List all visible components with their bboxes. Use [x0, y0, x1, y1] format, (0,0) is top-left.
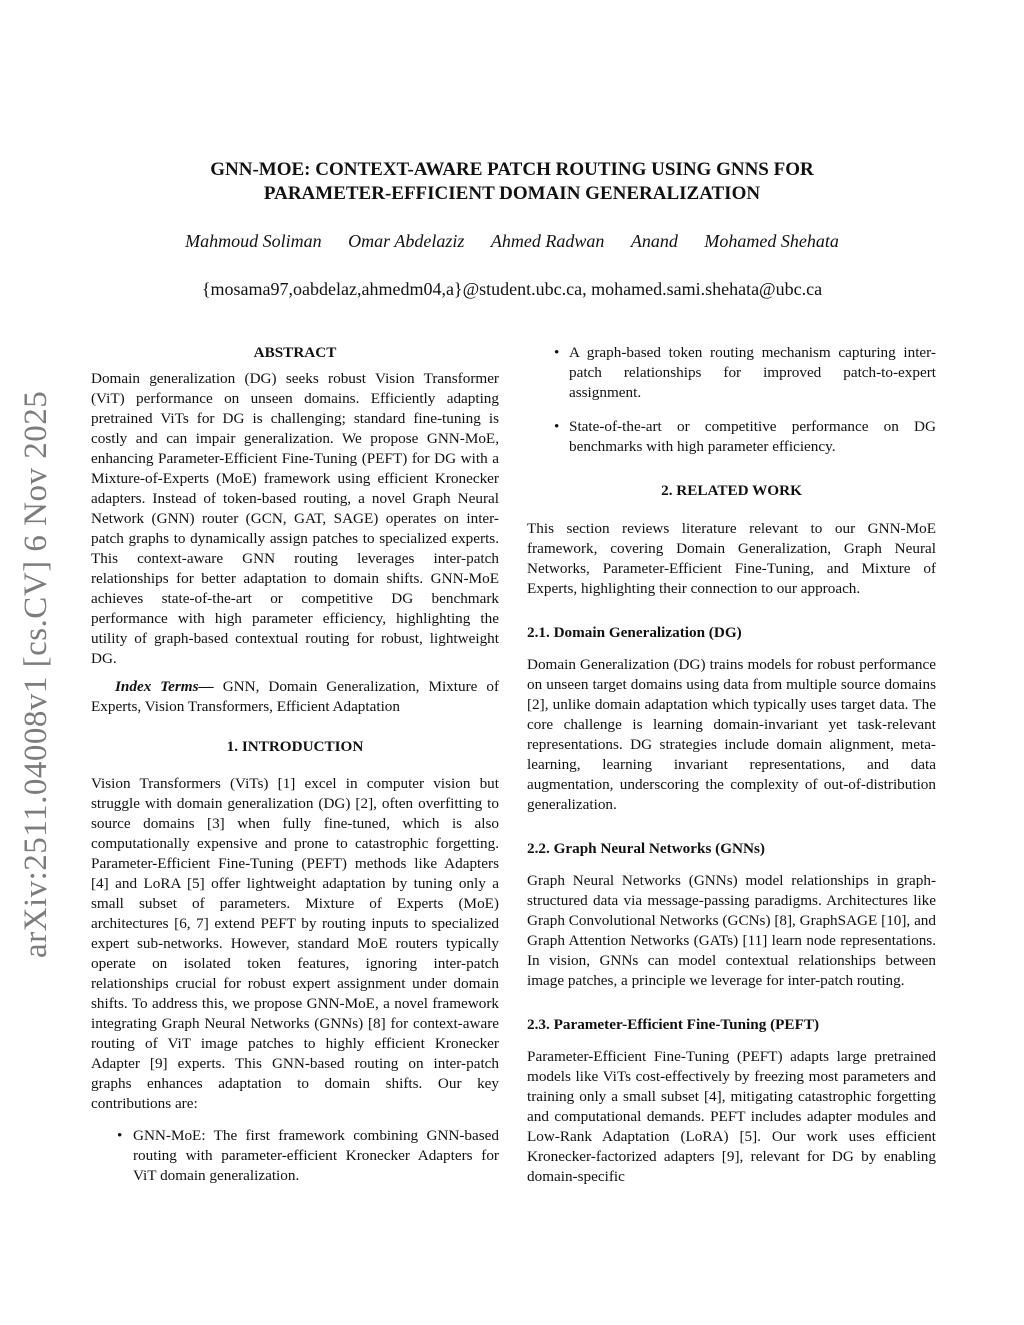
author-name: Omar Abdelaziz — [348, 231, 465, 251]
abstract-heading: ABSTRACT — [253, 344, 337, 361]
list-item — [91, 1126, 499, 1186]
list-item — [527, 417, 936, 457]
right-column — [527, 343, 936, 1187]
dg-heading: 2.1. Domain Generalization (DG) — [527, 624, 742, 641]
author-emails[interactable]: {mosama97,oabdelaz,ahmedm04,a}@student.ubc.ca, mohamed.sami.shehata@ubc.ca — [201, 279, 823, 299]
index-terms-text: GNN, Domain Generalization, Mixture of Experts, Vision Transformers, Efficient Adaptation — [91, 678, 499, 715]
list-item — [527, 343, 936, 403]
related-heading: 2. RELATED WORK — [661, 482, 802, 499]
author-name: Mahmoud Soliman — [185, 231, 322, 251]
contribution-text: GNN-MoE: The first framework combining GNN-based routing with parameter-efficient Kronecker Adapters for ViT domain generalization. — [133, 1127, 499, 1184]
intro-heading: 1. INTRODUCTION — [226, 738, 364, 755]
contribution-text: State-of-the-art or competitive performance on DG benchmarks with high parameter efficiency. — [569, 418, 936, 455]
index-terms — [91, 677, 499, 717]
bullet-icon: • — [554, 418, 560, 435]
peft-heading: 2.3. Parameter-Efficient Fine-Tuning (PEFT) — [527, 1016, 820, 1033]
gnn-text: Graph Neural Networks (GNNs) model relationships in graph-structured data via message-passing paradigms. Architectures like Graph Convolutional Networks (GCNs) [8], GraphSAGE [10], and Graph Attention Networks (GATs) [11] learn node representations. In vision, GNNs can model contextual relationships between image patches, a principle we leverage for inter-patch routing. — [527, 872, 936, 989]
author-name: Ahmed Radwan — [490, 231, 605, 251]
left-column — [91, 343, 499, 1186]
title-line-1: GNN-MOE: CONTEXT-AWARE PATCH ROUTING USING GNNS FOR — [210, 159, 814, 180]
bullet-icon: • — [554, 344, 560, 361]
contribution-list — [91, 1126, 499, 1186]
title-line-2: PARAMETER-EFFICIENT DOMAIN GENERALIZATION — [263, 183, 761, 204]
dg-text: Domain Generalization (DG) trains models for robust performance on unseen target domains using data from multiple source domains [2], unlike domain adaptation which typically uses target data. The core challenge is learning domain-invariant yet task-relevant representations. DG strategies include domain alignment, meta-learning, learning invariant representations, and data augmentation, underscoring the complexity of out-of-distribution generalization. — [527, 656, 936, 813]
author-list — [100, 231, 924, 252]
peft-text: Parameter-Efficient Fine-Tuning (PEFT) adapts large pretrained models like ViTs cost-effectively by freezing most parameters and training only a small subset [4], mitigating catastrophic forgetting and computational demands. PEFT includes adapter modules and Low-Rank Adaptation (LoRA) [5]. Our work uses efficient Kronecker-factorized adapters [9], relevant for DG by enabling domain-specific — [527, 1048, 936, 1185]
contribution-list-continued — [527, 343, 936, 457]
related-text: This section reviews literature relevant to our GNN-MoE framework, covering Domain Generalization, Graph Neural Networks, Parameter-Efficient Fine-Tuning, and Mixture of Experts, highlighting their connection to our approach. — [527, 520, 936, 597]
author-name: Mohamed Shehata — [704, 231, 839, 251]
arxiv-stamp[interactable]: arXiv:2511.04008v1 [cs.CV] 6 Nov 2025 — [18, 390, 54, 958]
index-terms-label: Index Terms— — [115, 678, 214, 695]
intro-text: Vision Transformers (ViTs) [1] excel in computer vision but struggle with domain generalization (DG) [2], often overfitting to source domains [3] when fully fine-tuned, which is also computationally expensive and prone to catastrophic forgetting. Parameter-Efficient Fine-Tuning (PEFT) methods like Adapters [4] and LoRA [5] offer lightweight adaptation by tuning only a small subset of parameters. Mixture of Experts (MoE) architectures [6, 7] extend PEFT by routing inputs to specialized expert sub-networks. However, standard MoE routers typically operate on isolated token features, ignoring inter-patch relationships crucial for robust expert assignment under domain shifts. To address this, we propose GNN-MoE, a novel framework integrating Graph Neural Networks (GNNs) [8] for context-aware routing of ViT image patches to highly efficient Kronecker Adapter [9] experts. This GNN-based routing on inter-patch graphs enhances adaptation to domain shifts. Our key contributions are: — [91, 775, 499, 1112]
bullet-icon: • — [117, 1127, 123, 1144]
paper-title — [100, 158, 924, 206]
author-name: Anand — [630, 231, 678, 251]
contribution-text: A graph-based token routing mechanism capturing inter-patch relationships for improved patch-to-expert assignment. — [569, 344, 936, 401]
gnn-heading: 2.2. Graph Neural Networks (GNNs) — [527, 840, 765, 857]
abstract-text: Domain generalization (DG) seeks robust Vision Transformer (ViT) performance on unseen domains. Efficiently adapting pretrained ViTs for DG is challenging; standard fine-tuning is costly and can impair generalization. We propose GNN-MoE, enhancing Parameter-Efficient Fine-Tuning (PEFT) for DG with a Mixture-of-Experts (MoE) framework using efficient Kronecker adapters. Instead of token-based routing, a novel Graph Neural Network (GNN) router (GCN, GAT, SAGE) operates on inter-patch graphs to dynamically assign patches to specialized experts. This context-aware GNN routing leverages inter-patch relationships for better adaptation to domain shifts. GNN-MoE achieves state-of-the-art or competitive DG benchmark performance with high parameter efficiency, highlighting the utility of graph-based contextual routing for robust, lightweight DG. — [91, 370, 499, 667]
